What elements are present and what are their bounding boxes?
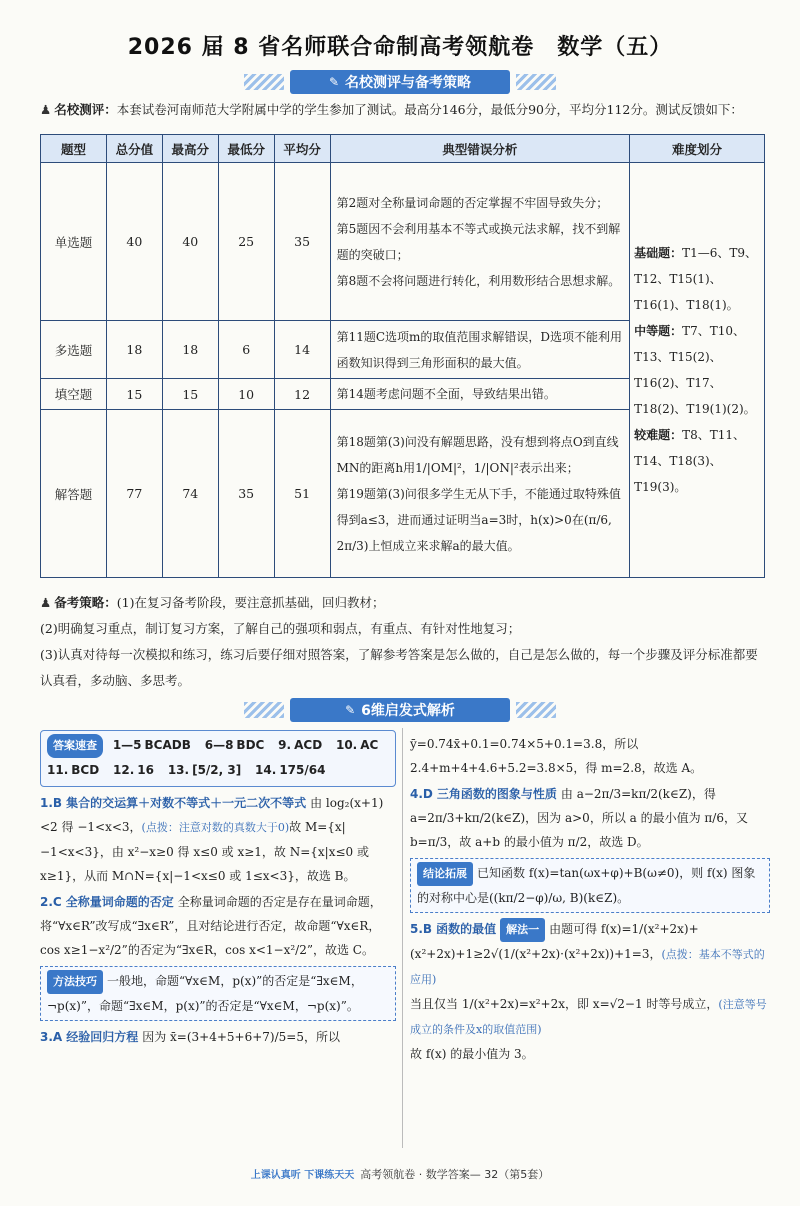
document-icon: ✎ [345, 703, 356, 717]
error-line: 第2题对全称量词命题的否定掌握不牢固导致失分； [336, 195, 609, 210]
document-icon: ✎ [328, 75, 340, 89]
answer-item: BDC [236, 738, 265, 752]
error-line: 第19题第(3)问很多学生无从下手，不能通过取特殊值得到a≤3，进而通过证明当a=3时，h(x)>0在(π/6, 2π/3)上恒成立来求解a的最大值。 [336, 486, 621, 553]
error-line: 第11题C选项m的取值范围求解错误，D选项不能利用函数知识得到三角形面积的最大值。 [336, 329, 623, 370]
table-header-row [41, 135, 765, 163]
solution-q3: 3.A 经验回归方程 因为 x̄=(3+4+5+6+7)/5=5，所以 [40, 1030, 340, 1044]
cell-total: 77 [106, 410, 162, 578]
prep-line: (1)在复习备考阶段，要注意抓基础，回归教材； [116, 595, 385, 610]
publisher-logo: 上课认真听 下课练天天 [250, 1170, 355, 1181]
prep-strategy [40, 590, 770, 694]
conclusion-extension: 结论拓展 已知函数 f(x)=tan(ωx+φ)+B(ω≠0)，则 f(x) 图象的对称中心是((kπ/2−φ)/ω, B)(k∈Z)。 [410, 858, 770, 913]
header-max: 最高分 [162, 135, 218, 163]
cell-errors [330, 163, 630, 321]
banner-label: 名校测评与备考策略 [345, 75, 472, 91]
cell-max: 74 [162, 410, 218, 578]
cell-errors [330, 410, 630, 578]
answer-item: 175/64 [279, 763, 326, 777]
banner-label: 6维启发式解析 [361, 703, 455, 719]
answer-summary: 答案速查 1—5 BCADB 6—8 BDC 9. ACD 10. AC 11. BCD 12. 16 13. [5/2, 3] 14. 175/64 [40, 730, 396, 787]
solution-q5: 5.B 函数的最值 解法一 由题可得 f(x)=1/(x²+2x)+(x²+2x)+1≥2√(1/(x²+2x)·(x²+2x))+1=3，(点拨：基本不等式的应用) 当且仅当 1/(x²+2x)=x²+2x，即 x=√2−1 时等号成立，(注意等号成立的条件及x的取值范围) 故 f(x) 的最小值为 3。 [410, 917, 770, 1066]
error-line: 第18题第(3)问没有解题思路，没有想到将点O到直线MN的距离h用1/|OM|²，1/|ON|²表示出来； [336, 434, 619, 475]
cell-max: 18 [162, 321, 218, 379]
cell-min: 25 [218, 163, 274, 321]
error-line: 第5题因不会利用基本不等式或换元法求解，找不到解题的突破口； [336, 221, 621, 262]
cell-avg: 14 [274, 321, 330, 379]
solution-q2: 2.C 全称量词命题的否定 全称量词命题的否定是存在量词命题，将“∀x∈R”改写成“∃x∈R”，且对结论进行否定，故命题“∀x∈R，cos x≥1−x²/2”的否定为“∃x∈R，cos x<1−x²/2”，故选 C。 [40, 895, 382, 957]
evaluation-intro [40, 100, 770, 120]
cell-total: 15 [106, 379, 162, 410]
method-tip-head: 方法技巧 [47, 970, 103, 994]
prep-line: (2)明确复习重点，制订复习方案，了解自己的强项和弱点，有重点、有针对性地复习； [40, 621, 521, 636]
prep-line: (3)认真对待每一次模拟和练习，练习后要仔细对照答案，了解参考答案是怎么做的，自己是怎么做的，每一个步骤及评分标准都要认真看，多动脑、多思考。 [40, 647, 758, 688]
cell-avg: 51 [274, 410, 330, 578]
error-line: 第14题考虑问题不全面，导致结果出错。 [336, 387, 556, 401]
cell-type: 解答题 [41, 410, 107, 578]
cell-type: 填空题 [41, 379, 107, 410]
method-tip: 方法技巧 一般地，命题“∀x∈M，p(x)”的否定是“∃x∈M，¬p(x)”，命题“∃x∈M，p(x)”的否定是“∀x∈M，¬p(x)”。 [40, 966, 396, 1021]
column-divider [402, 728, 403, 1148]
cell-avg: 35 [274, 163, 330, 321]
right-column [410, 730, 770, 1066]
answer-item: BCD [71, 763, 100, 777]
evaluation-table [40, 134, 765, 578]
cell-difficulty [630, 163, 765, 578]
cell-type: 多选题 [41, 321, 107, 379]
cell-max: 40 [162, 163, 218, 321]
answer-item: AC [360, 738, 379, 752]
cell-total: 18 [106, 321, 162, 379]
header-min: 最低分 [218, 135, 274, 163]
cell-max: 15 [162, 379, 218, 410]
footer-text: 高考领航卷 · 数学答案— 32（第5套） [360, 1168, 550, 1181]
error-line: 第8题不会将问题进行转化，利用数形结合思想求解。 [336, 273, 621, 288]
header-total: 总分值 [106, 135, 162, 163]
cell-total: 40 [106, 163, 162, 321]
intro-label: 名校测评： [54, 102, 117, 117]
solution-q1: 1.B 集合的交运算＋对数不等式＋一元二次不等式 由 log₂(x+1)<2 得 −1<x<3，(点拨：注意对数的真数大于0)故 M={x|−1<x<3}，由 x²−x≥0 得 x≤0 或 x≥1，故 N={x|x≤0 或 x≥1}，从而 M∩N={x|−1<x≤0 或 1≤x<3}，故选 B。 [40, 796, 384, 883]
header-difficulty: 难度划分 [630, 135, 765, 163]
difficulty-medium: 中等题：T7、T10、T13、T15(2)、T16(2)、T17、T18(2)、T19(1)(2)。 [634, 324, 756, 416]
answer-summary-head: 答案速查 [47, 734, 103, 758]
extension-head: 结论拓展 [417, 862, 473, 886]
answer-item: ACD [294, 738, 323, 752]
solution-q4: 4.D 三角函数的图象与性质 由 a−2π/3=kπ/2(k∈Z)，得 a=2π/3+kπ/2(k∈Z)，因为 a>0，所以 a 的最小值为 π/6，又 b=π/3，故 a+b 的最小值为 π/2，故选 D。 [410, 787, 748, 849]
people-icon: ♟ [40, 102, 52, 117]
cell-min: 35 [218, 410, 274, 578]
prep-label: 备考策略： [54, 595, 117, 610]
left-column [40, 730, 396, 1049]
cell-errors [330, 379, 630, 410]
difficulty-hard: 较难题：T8、T11、T14、T18(3)、T19(3)。 [634, 428, 746, 494]
page-title: 2026 届 8 省名师联合命制高考领航卷 数学（五） [127, 35, 673, 60]
cell-avg: 12 [274, 379, 330, 410]
table-row [41, 163, 765, 321]
header-errors: 典型错误分析 [330, 135, 630, 163]
cell-min: 6 [218, 321, 274, 379]
difficulty-basic: 基础题：T1—6、T9、T12、T15(1)、T16(1)、T18(1)。 [634, 246, 758, 312]
answer-item: [5/2, 3] [192, 763, 242, 777]
cell-min: 10 [218, 379, 274, 410]
section-banner-evaluation [290, 70, 510, 94]
header-type: 题型 [41, 135, 107, 163]
cell-type: 单选题 [41, 163, 107, 321]
answer-item: BCADB [144, 738, 191, 752]
intro-text: 本套试卷河南师范大学附属中学的学生参加了测试。最高分146分，最低分90分，平均分112分。测试反馈如下： [116, 102, 743, 117]
page-footer [0, 1166, 800, 1182]
cell-errors [330, 321, 630, 379]
solution-q3-continued: ȳ=0.74x̄+0.1=0.74×5+0.1=3.8，所以 2.4+m+4+4.6+5.2=3.8×5，得 m=2.8，故选 A。 [410, 737, 703, 775]
answer-item: 16 [137, 763, 154, 777]
section-banner-analysis [290, 698, 510, 722]
header-avg: 平均分 [274, 135, 330, 163]
people-icon: ♟ [40, 595, 52, 610]
